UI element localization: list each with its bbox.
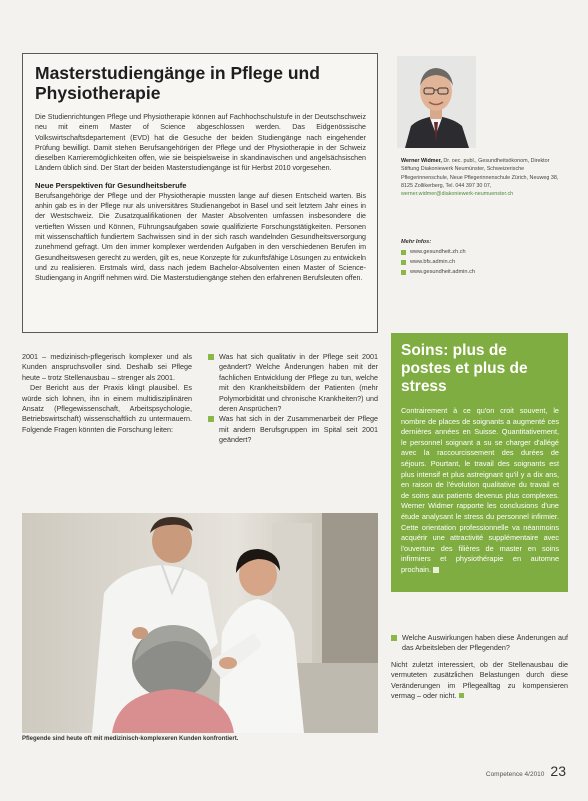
bullet-square-icon [401, 260, 406, 265]
more-info-link-1[interactable] [401, 247, 569, 257]
bullet-square-icon [208, 416, 214, 422]
end-square-icon [433, 567, 439, 573]
more-info-link-3[interactable] [401, 267, 569, 277]
question-3 [391, 633, 568, 654]
column-2 [208, 352, 378, 446]
panel-title: Soins: plus de postes et plus de stress [401, 342, 528, 395]
box-subheading: Neue Perspektiven für Gesundheitsberufe [35, 180, 187, 190]
author-portrait [397, 56, 476, 148]
more-info [401, 237, 569, 277]
photo-caption: Pflegende sind heute oft mit medizinisch-komplexeren Kunden konfrontiert. [22, 736, 239, 742]
box-title: Masterstudiengänge in Pflege und Physiotherapie [35, 63, 320, 103]
end-square-icon [459, 693, 464, 698]
bullet-square-icon [401, 250, 406, 255]
question-2-text: Was hat sich in der Zusammenarbeit der Pflege mit andern Berufsgruppen im Spital seit 2001 geändert? [219, 414, 378, 445]
question-1-text: Was hat sich qualitativ in der Pflege seit 2001 geändert? Welche Änderungen haben mit der fachlichen Entwicklung der Pflege zu tun, welche mit den Krankheitsbildern der Patienten (mehr Polymorbidität und chronische Krankheiten?) und deren Ansprüchen? [219, 352, 378, 414]
page-footer [486, 763, 566, 779]
col1-paragraph-1: 2001 – medizinisch-pflegerisch komplexer und als Kunden anspruchsvoller sind. Deshalb sei Pflege heute – trotz Stellenausbau – strenger als 2001. [22, 352, 192, 382]
more-info-link-2[interactable] [401, 257, 569, 267]
author-name: Werner Widmer, [401, 158, 442, 164]
page-number: 23 [550, 763, 566, 779]
box-body: Berufsangehörige der Pflege und der Physiotherapie mussten lange auf diesen Entscheid warten. Bis anhin gab es in der Pflege nur als universitäres Studienangebot in Basel und seit letztem Jahr eines in der Westschweiz. Die Zusatzqualifikationen der Master Absolventen umfassen insbesondere die vertieften Wissen und Können, Führungsaufgaben sowie qualifizierte Forschungstätigkeiten. Personen mit wissenschaftlich fundiertem Sachwissen sind in der sich rasch wandelnden Gesundheitsversorgung zunehmend gefragt. Um den immer komplexer werdenden Aufgaben in den verschiedenen Berufen im Gesundheitswesen gerecht zu werden, gilt es, neue Konzepte für zukunftsfähige Lösungen zu entwickeln und zu realisieren. Erstmals wird, dass nach jedem Bachelor-Absolventen einen Master of Science-Studiengang in Angriff nehmen wird. Die Masterstudiengänge stehen den erfahrenen Berufsleuten offen. [35, 191, 366, 283]
portrait-image [397, 56, 476, 148]
bullet-square-icon [208, 354, 214, 360]
bullet-square-icon [391, 635, 397, 641]
french-summary-panel [391, 333, 568, 592]
question-3-text: Welche Auswirkungen haben diese Änderungen auf das Arbeitsleben der Pflegenden? [402, 633, 568, 653]
magazine-issue: Competence 4/2010 [485, 771, 545, 778]
nursing-photo [22, 513, 378, 733]
bullet-square-icon [401, 270, 406, 275]
author-description: Dr. oec. publ., Gesundheitsökonom, Direktor Stiftung Diakoniewerk Neumünster, Schweizerische Pflegerinnenschule, Neue Pflegerinnenschule Zürich, Neuweg 38, 8125 Zollikerberg, Tel. 044 397 30 07, [401, 158, 559, 189]
col1-paragraph-2: Der Bericht aus der Praxis klingt plausibel. Es würde sich lohnen, ihn in einem multidisziplinären Ansatz (Pflegewissenschaft, Arbeitspsychologie, Betriebswirtschaft) wissenschaftlich zu untermauern. Folgende Fragen könnten die Forschung leiten: [22, 383, 192, 434]
link-text: www.gesundheit.zh.ch [410, 249, 466, 255]
question-2 [208, 414, 378, 445]
panel-body [401, 406, 559, 576]
column-3 [391, 633, 568, 701]
photo-image [22, 513, 378, 733]
question-1 [208, 352, 378, 414]
author-email[interactable]: werner.widmer@diakoniewerk-neumuenster.ch [401, 191, 514, 198]
col3-paragraph-text: Nicht zuletzt interessiert, ob der Stellenausbau die vermuteten zusätzlichen Belastungen durch diese Veränderungen im Pflegealltag zu kompensieren vermag – oder nicht. [391, 659, 568, 701]
link-text: www.bfs.admin.ch [410, 259, 456, 265]
master-programs-box [22, 53, 378, 333]
link-text: www.gesundheit.admin.ch [410, 269, 475, 275]
author-bio [401, 157, 569, 198]
more-info-label: Mehr Infos: [401, 239, 432, 245]
box-intro: Die Studienrichtungen Pflege und Physiotherapie können auf Fachhochschulstufe in der Deutschschweiz neu mit einem Master of Science abgeschlossen werden. Das Eidgenössische Volkswirtschaftsdepartement (EVD) hat die Gesuche der beiden Studiengänge nach eingehender Prüfung bewilligt. Damit stehen Berufsangehörigen der Pflege und der Physiotherapie in der Schweiz dieselben Karrieremöglichkeiten offen, wie sie beispielsweise in skandinavischen und angelsächsischen Ländern üblich sind. Der Start der beiden Masterstudiengänge ist für Herbst 2010 vorgesehen. [35, 113, 366, 173]
panel-body-text: Contrairement à ce qu'on croit souvent, le nombre de places de soignants a augmenté ces dernières années en Suisse. Quantitativement, le personnel soignant a su se charger d'allégé avec la raccourcissement des durées de séjours. Pourtant, le travail des soignants est plus intensif et plus astreignant qu'il y a dix ans, en raison de l'évolution qualitative du travail et de soins aux patients devenus plus complexes. Werner Widmer rapporte les conclusions d'une étude analysant le stress du personnel infirmier. Cette orientation professionnelle va néanmoins acquérir une attractivité supplémentaire avec l'ouverture des filières de master en soins infirmiers et physiothérapie en automne prochain. [401, 406, 559, 574]
col3-paragraph [391, 660, 568, 702]
column-1 [22, 352, 192, 435]
